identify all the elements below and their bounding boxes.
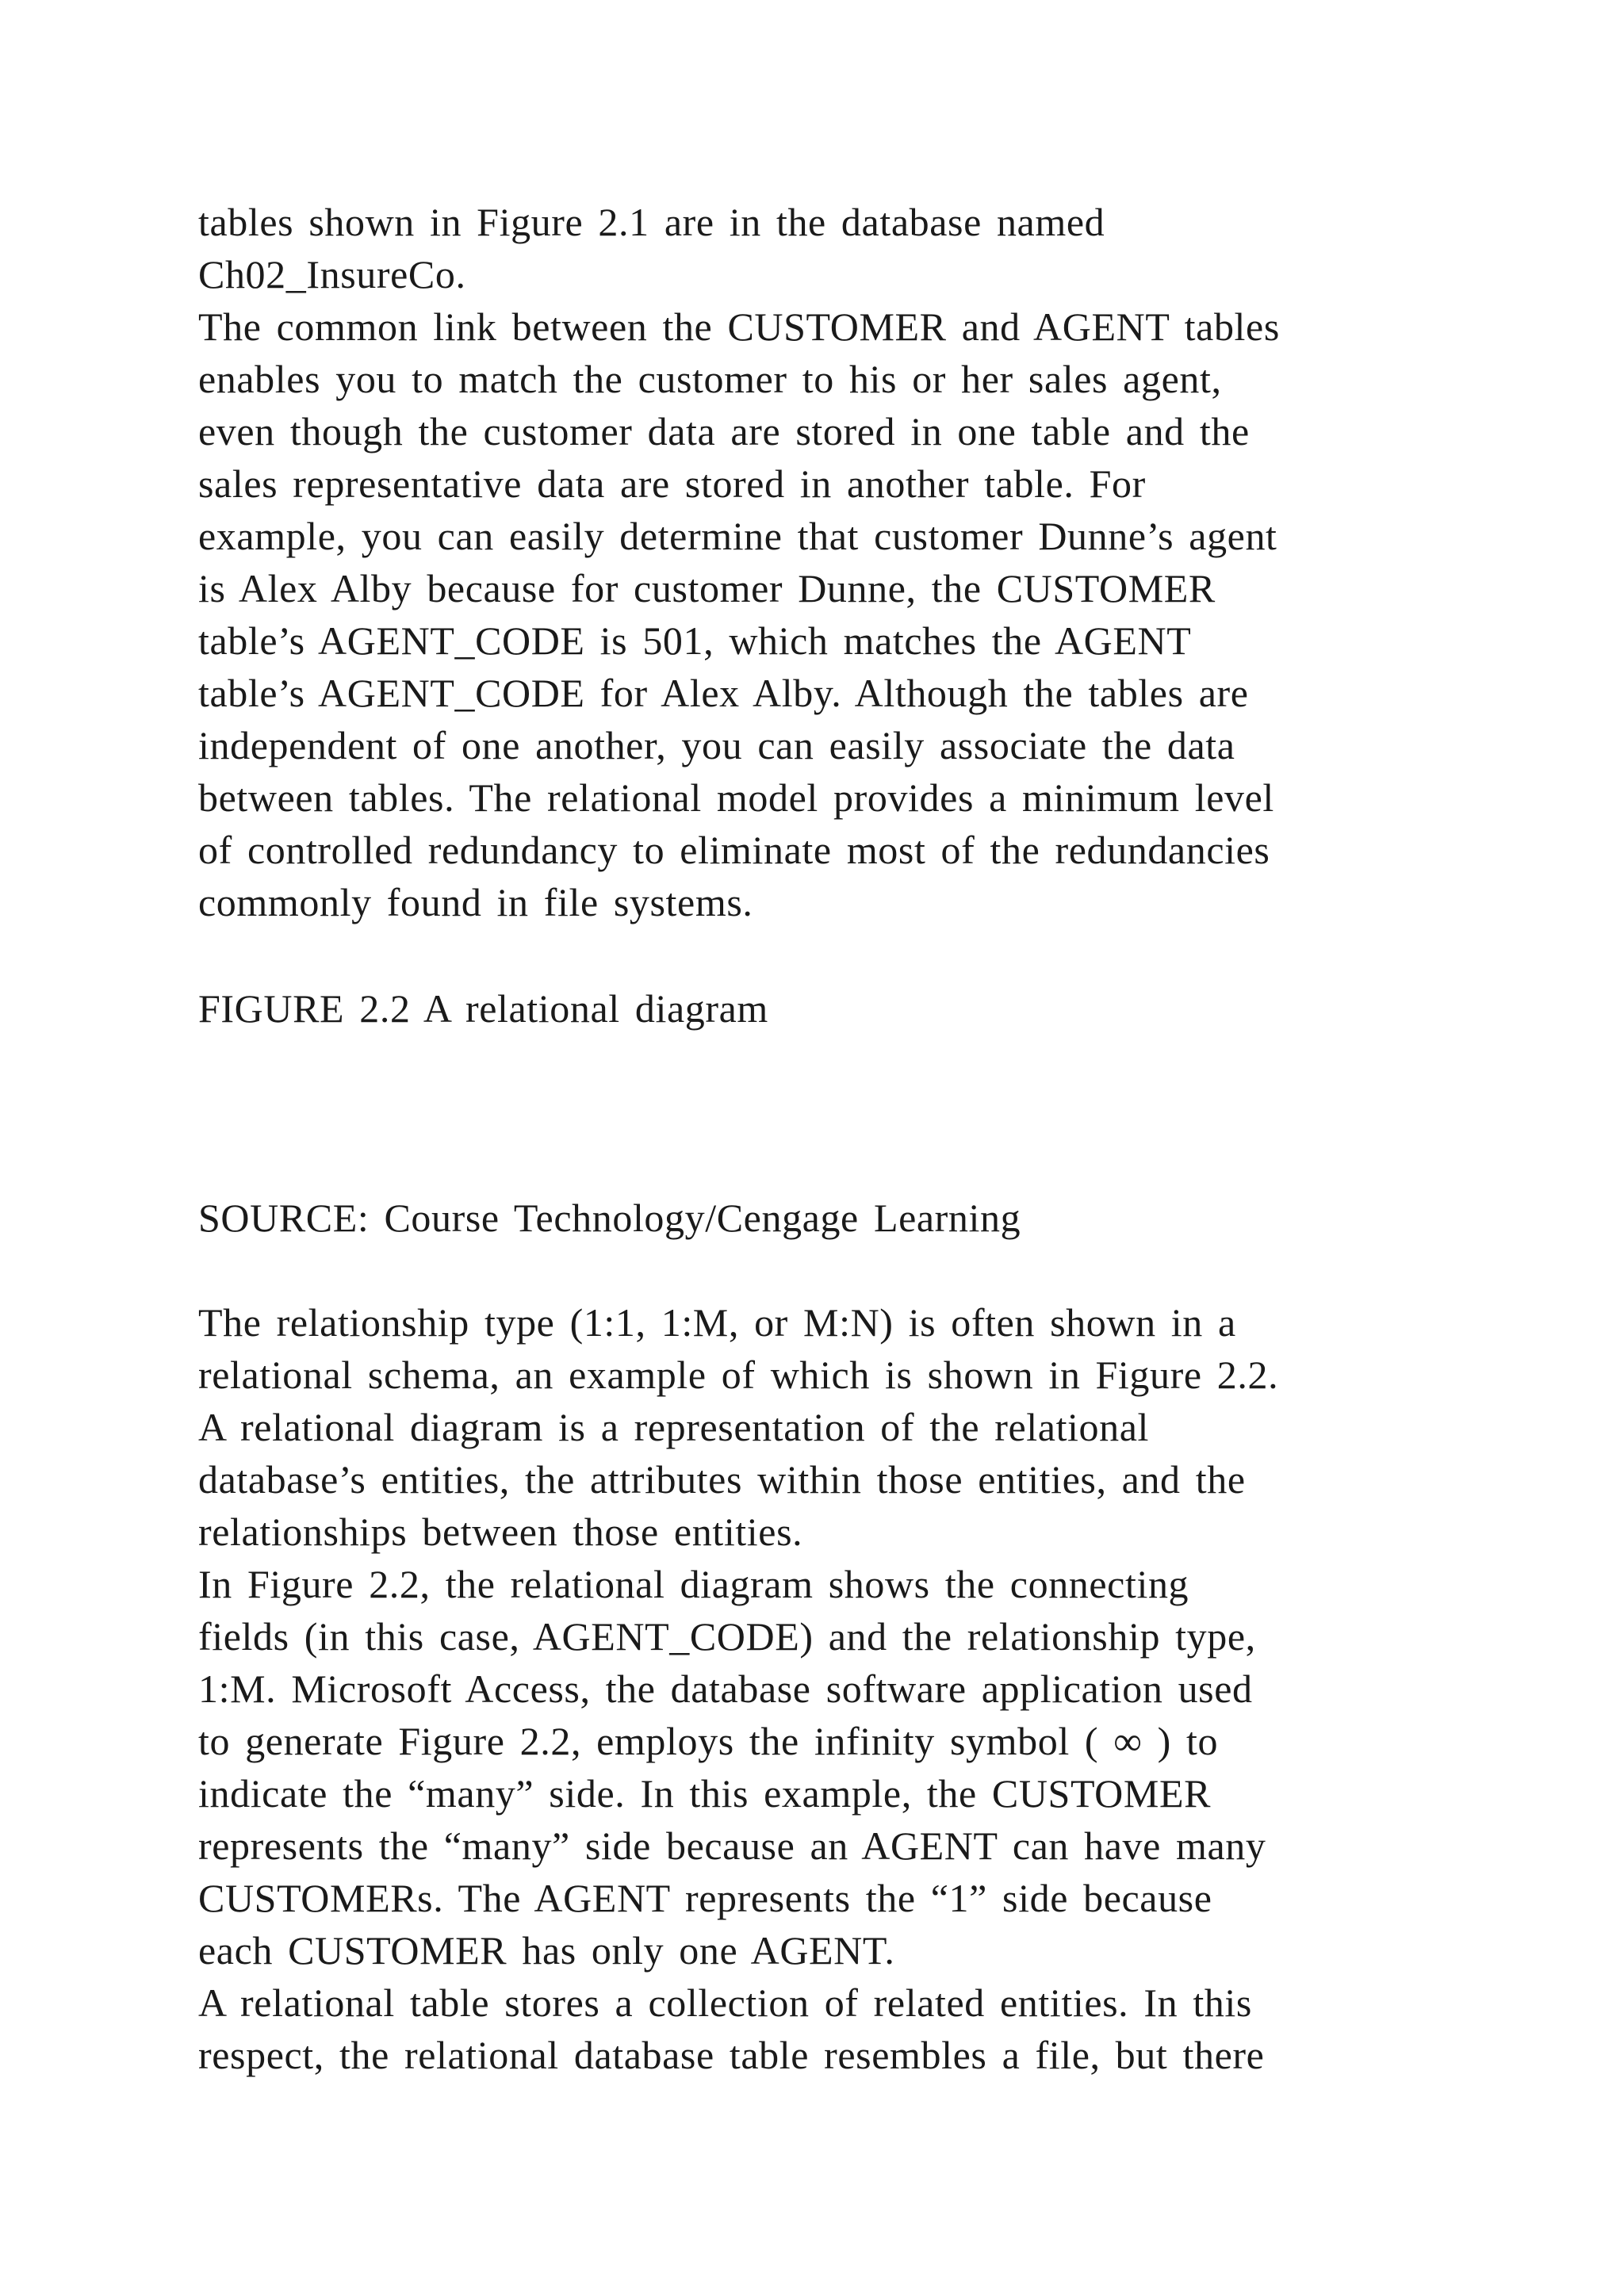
text-line: each CUSTOMER has only one AGENT. xyxy=(198,1928,895,1973)
text-line: tables shown in Figure 2.1 are in the database named xyxy=(198,200,1105,244)
text-line: A relational diagram is a representation of the relational xyxy=(198,1405,1150,1449)
text-line: database’s entities, the attributes within those entities, and the xyxy=(198,1457,1246,1502)
text-line: respect, the relational database table resembles a file, but there xyxy=(198,2033,1265,2077)
text-line: of controlled redundancy to eliminate most of the redundancies xyxy=(198,828,1270,872)
text-line: sales representative data are stored in another table. For xyxy=(198,461,1146,506)
text-line: independent of one another, you can easily associate the data xyxy=(198,723,1235,767)
text-line: table’s AGENT_CODE for Alex Alby. Although the tables are xyxy=(198,671,1249,715)
text-line: 1:M. Microsoft Access, the database software application used xyxy=(198,1667,1253,1711)
text-line: is Alex Alby because for customer Dunne, the CUSTOMER xyxy=(198,566,1216,610)
text-line: even though the customer data are stored in one table and the xyxy=(198,409,1250,453)
text-line: relational schema, an example of which is shown in Figure 2.2. xyxy=(198,1353,1279,1397)
text-line: CUSTOMERs. The AGENT represents the “1” side because xyxy=(198,1876,1212,1920)
figure-source: SOURCE: Course Technology/Cengage Learning xyxy=(198,1196,1021,1240)
text-line: enables you to match the customer to his or her sales agent, xyxy=(198,357,1222,401)
text-line: The relationship type (1:1, 1:M, or M:N) is often shown in a xyxy=(198,1300,1236,1345)
text-line: In Figure 2.2, the relational diagram shows the connecting xyxy=(198,1562,1189,1606)
text-line: commonly found in file systems. xyxy=(198,880,753,924)
text-line: between tables. The relational model provides a minimum level xyxy=(198,775,1274,820)
figure-placeholder xyxy=(198,1039,1426,1181)
text-line: to generate Figure 2.2, employs the infinity symbol ( ∞ ) to xyxy=(198,1719,1219,1763)
text-line: fields (in this case, AGENT_CODE) and the relationship type, xyxy=(198,1614,1256,1659)
text-line: indicate the “many” side. In this example, the CUSTOMER xyxy=(198,1771,1212,1816)
text-line: represents the “many” side because an AGENT can have many xyxy=(198,1823,1266,1868)
text-line: A relational table stores a collection of related entities. In this xyxy=(198,1980,1252,2025)
text-line: The common link between the CUSTOMER and AGENT tables xyxy=(198,304,1280,349)
text-line: example, you can easily determine that customer Dunne’s agent xyxy=(198,514,1277,558)
text-line: relationships between those entities. xyxy=(198,1510,803,1554)
text-line: table’s AGENT_CODE is 501, which matches the AGENT xyxy=(198,618,1192,663)
figure-caption: FIGURE 2.2 A relational diagram xyxy=(198,986,768,1031)
text-line: Ch02_InsureCo. xyxy=(198,252,466,297)
